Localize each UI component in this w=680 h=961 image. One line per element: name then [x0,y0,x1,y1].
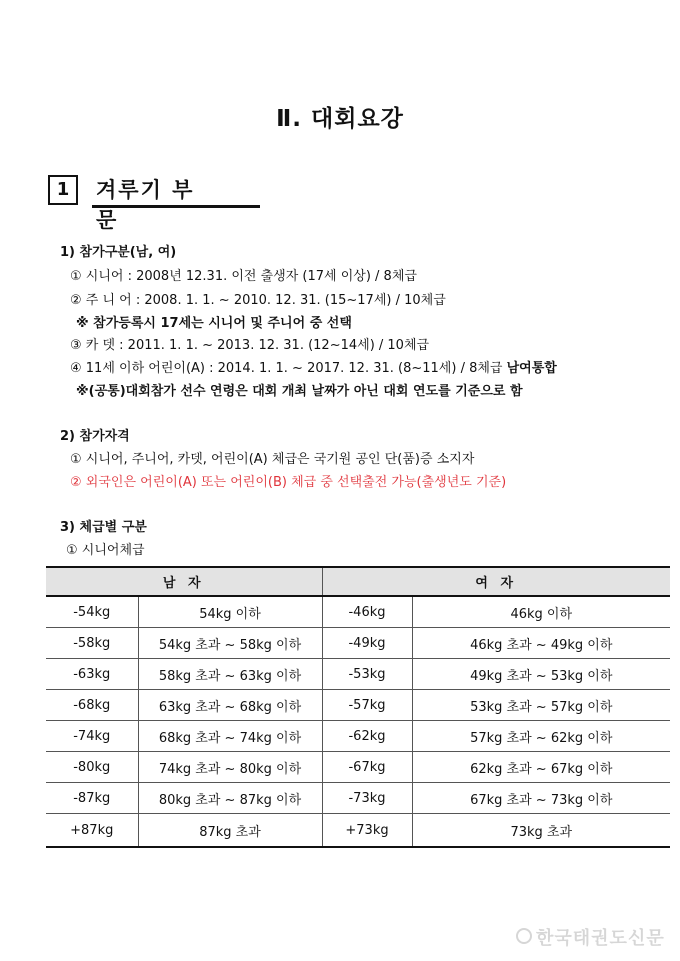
part2-line-foreigner: ② 외국인은 어린이(A) 또는 어린이(B) 체급 중 선택출전 가능(출생년도 기준) [70,475,507,490]
female-class: -57kg [322,690,412,721]
male-header: 남 자 [46,567,322,596]
male-range: 68kg 초과 ~ 74kg 이하 [138,721,322,752]
female-range: 46kg 초과 ~ 49kg 이하 [412,628,670,659]
part1-line-junior: ② 주 니 어 : 2008. 1. 1. ~ 2010. 12. 31. (15~17세) / 10체급 [70,293,446,308]
female-range: 53kg 초과 ~ 57kg 이하 [412,690,670,721]
male-class: -80kg [46,752,138,783]
part1-line-senior: ① 시니어 : 2008년 12.31. 이전 출생자 (17세 이상) / 8체급 [70,269,417,284]
male-range: 87kg 초과 [138,814,322,848]
watermark-logo-icon [516,928,532,944]
section-number-box: 1 [48,175,78,205]
female-class: -67kg [322,752,412,783]
female-range: 62kg 초과 ~ 67kg 이하 [412,752,670,783]
male-range: 74kg 초과 ~ 80kg 이하 [138,752,322,783]
female-range: 49kg 초과 ~ 53kg 이하 [412,659,670,690]
female-range: 67kg 초과 ~ 73kg 이하 [412,783,670,814]
section-title: 겨루기 부문 [96,178,195,232]
male-range: 54kg 초과 ~ 58kg 이하 [138,628,322,659]
female-class: +73kg [322,814,412,848]
part3-heading: 3) 체급별 구분 [60,520,147,535]
part2-heading: 2) 참가자격 [60,429,130,444]
female-class: -73kg [322,783,412,814]
part1-note-age: ※(공통)대회참가 선수 연령은 대회 개최 날짜가 아닌 대회 연도를 기준으로 함 [76,384,523,399]
part1-line-children-unified: 남여통합 [506,361,557,376]
table-row [46,628,670,659]
female-range: 73kg 초과 [412,814,670,848]
table-row [46,659,670,690]
part1-line-children [70,357,557,376]
table-row [46,752,670,783]
table-row [46,814,670,848]
female-class: -53kg [322,659,412,690]
female-class: -46kg [322,596,412,628]
female-class: -49kg [322,628,412,659]
male-class: -63kg [46,659,138,690]
section-underline [92,205,260,208]
part1-line-children-text: ④ 11세 이하 어린이(A) : 2014. 1. 1. ~ 2017. 12. 31. (8~11세) / 8체급 [70,361,503,376]
table-row [46,596,670,628]
part2-line-eligibility: ① 시니어, 주니어, 카뎃, 어린이(A) 체급은 국기원 공인 단(품)증 소지자 [70,452,475,467]
table-header-row [46,567,670,596]
male-class: -87kg [46,783,138,814]
male-class: -54kg [46,596,138,628]
male-range: 58kg 초과 ~ 63kg 이하 [138,659,322,690]
part1-heading: 1) 참가구분(남, 여) [60,245,177,260]
part3-sub-senior: ① 시니어체급 [66,543,145,558]
watermark: 한국태권도신문 [536,928,665,949]
table-row [46,783,670,814]
male-class: -58kg [46,628,138,659]
section-heading [48,172,216,232]
part1-line-cadet: ③ 카 뎃 : 2011. 1. 1. ~ 2013. 12. 31. (12~14세) / 10체급 [70,338,430,353]
male-range: 63kg 초과 ~ 68kg 이하 [138,690,322,721]
male-class: +87kg [46,814,138,848]
page-title: Ⅱ. 대회요강 [276,106,404,132]
male-class: -68kg [46,690,138,721]
table-row [46,690,670,721]
female-range: 46kg 이하 [412,596,670,628]
part1-note-registration: ※ 참가등록시 17세는 시니어 및 주니어 중 선택 [76,316,352,331]
table-row [46,721,670,752]
female-range: 57kg 초과 ~ 62kg 이하 [412,721,670,752]
female-class: -62kg [322,721,412,752]
weight-class-table [46,566,670,848]
female-header: 여 자 [322,567,670,596]
male-range: 54kg 이하 [138,596,322,628]
male-range: 80kg 초과 ~ 87kg 이하 [138,783,322,814]
male-class: -74kg [46,721,138,752]
